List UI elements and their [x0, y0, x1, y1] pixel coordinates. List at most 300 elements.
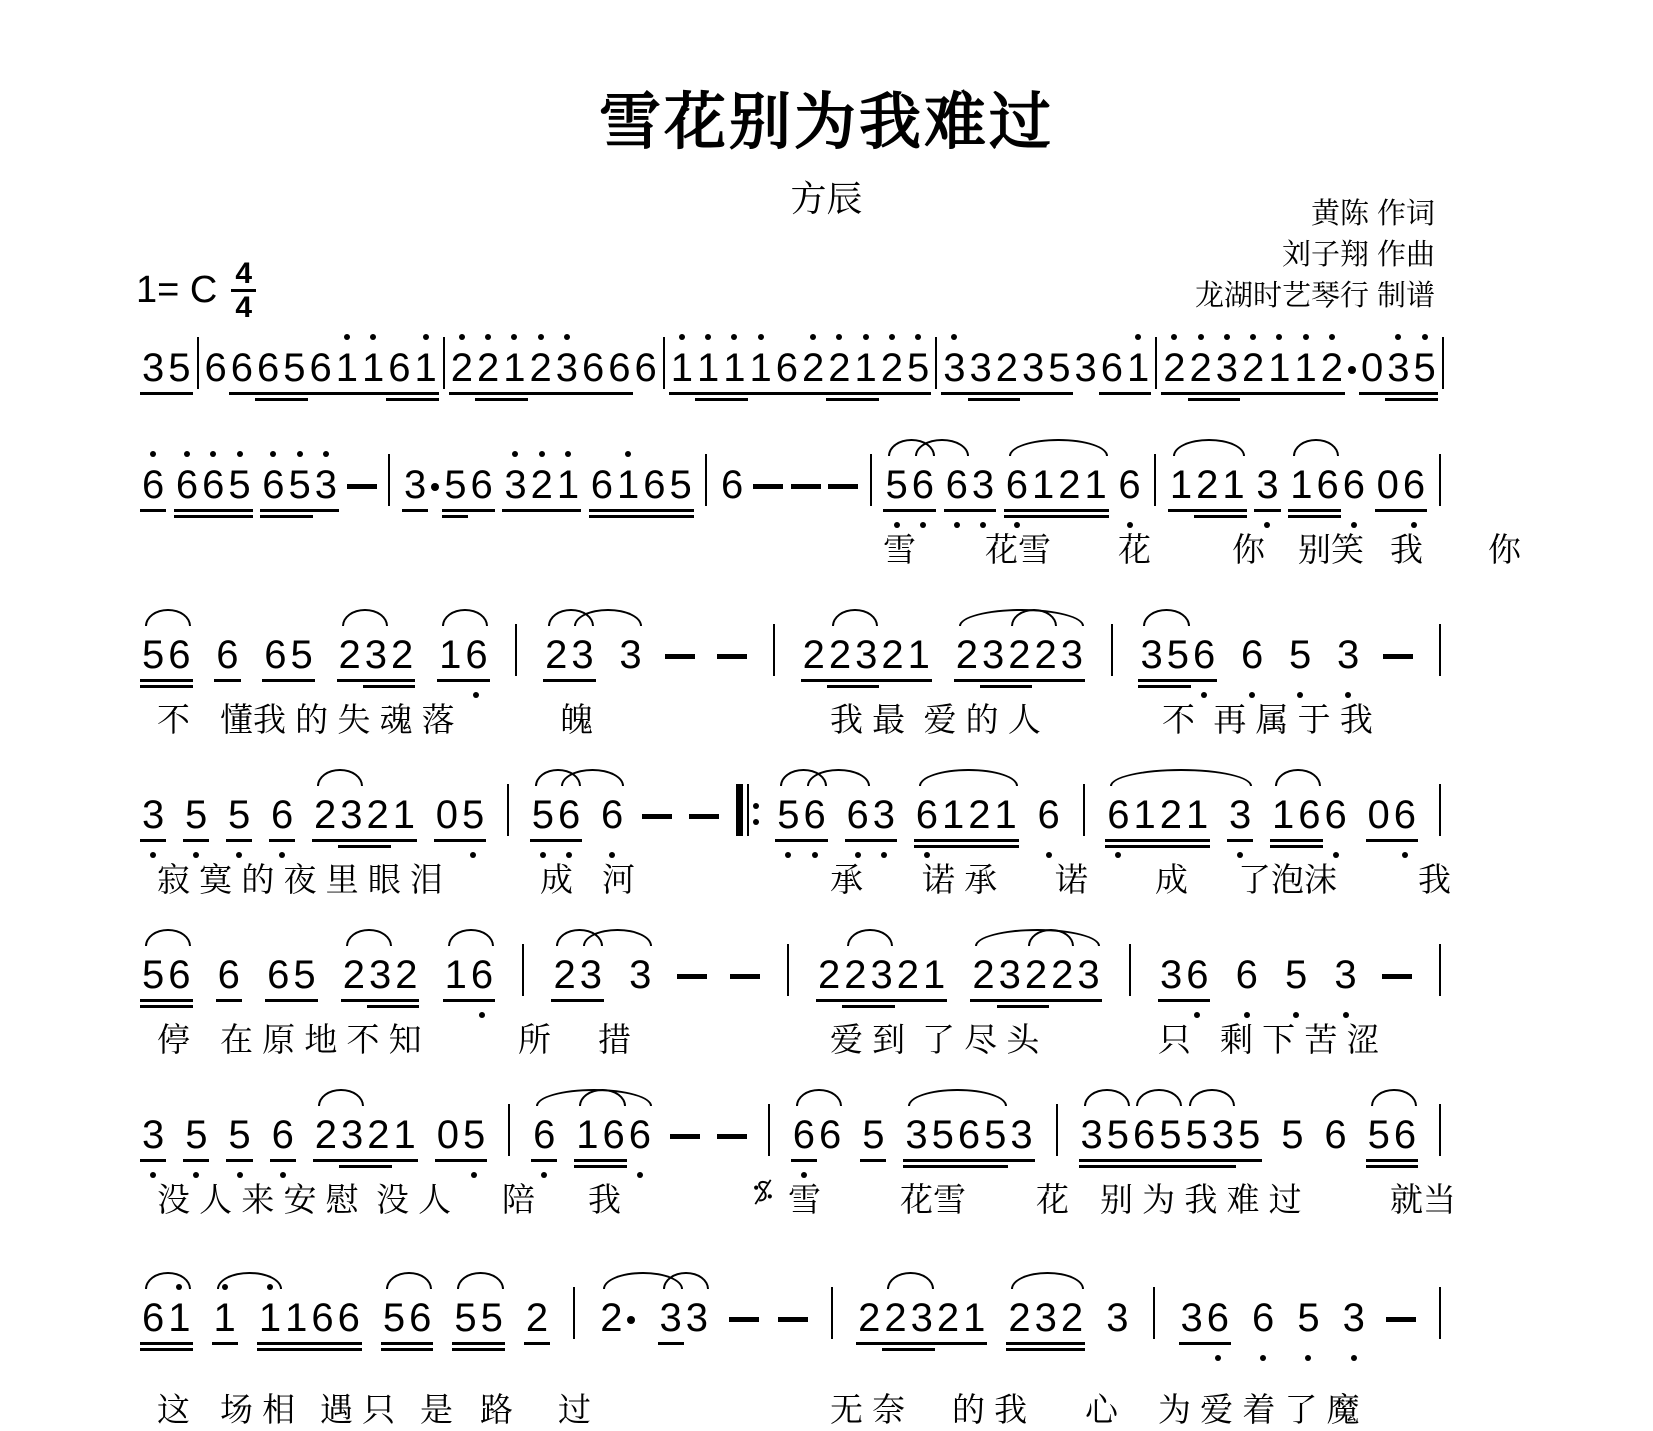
beam-group	[764, 1104, 774, 1156]
beam-group	[931, 337, 941, 389]
note-digit: 1	[1266, 345, 1292, 389]
slur-arc	[1011, 1272, 1084, 1289]
note-digit: 3	[140, 345, 166, 389]
lyric-segment: 我	[1390, 531, 1423, 568]
octave-dot-below	[1260, 1355, 1266, 1361]
barline	[197, 337, 199, 389]
held-note-dash	[665, 654, 695, 659]
note-digit: 3	[367, 952, 393, 996]
note-digit: 2	[543, 632, 569, 676]
beam-group	[753, 484, 783, 506]
beam-group	[449, 345, 580, 389]
note-digit: 6	[580, 345, 606, 389]
barline	[663, 337, 665, 389]
beam-group	[1239, 632, 1265, 676]
beam-group	[1105, 792, 1210, 836]
note-digit: 6	[463, 632, 489, 676]
note-digit: 6	[166, 952, 192, 996]
lyric-segment: 陪	[502, 1181, 535, 1218]
note-digit: 6	[531, 1112, 557, 1156]
lyric-segment: 没 人	[376, 1181, 452, 1218]
note-digit: 6	[599, 792, 625, 836]
lyrics-row	[140, 1014, 1445, 1058]
notation-system-3	[140, 632, 1445, 738]
note-digit: 1	[993, 792, 1019, 836]
note-digit: 3	[313, 462, 339, 506]
slur-arc	[342, 609, 388, 626]
barline	[1056, 1104, 1058, 1156]
beam-group	[504, 1104, 514, 1156]
beam-group	[970, 952, 1101, 996]
notes-row	[140, 462, 1445, 506]
beam-group	[140, 632, 193, 676]
note-digit: 1	[695, 345, 721, 389]
lyrics-row	[140, 854, 1451, 898]
note-digit: 6	[204, 346, 227, 390]
lyric-segment: 所	[518, 1021, 551, 1058]
octave-dot-above	[423, 334, 429, 340]
slur-arc	[1293, 439, 1339, 456]
note-digit: 1	[748, 345, 774, 389]
note-digit: 5	[860, 1112, 886, 1156]
held-note-dash	[717, 654, 747, 659]
lyric-segment: 就当	[1390, 1181, 1456, 1218]
note-digit: 1	[1293, 345, 1319, 389]
note-digit: 6	[1105, 792, 1131, 836]
beam-group	[1052, 1104, 1062, 1156]
note-digit: 0	[1359, 345, 1385, 389]
note-digit: 1	[257, 1295, 283, 1339]
note-digit: 1	[906, 632, 932, 676]
held-note-dash	[689, 814, 719, 819]
octave-dot-below	[1305, 1355, 1311, 1361]
beam-group	[1079, 1112, 1263, 1156]
note-digit: 1	[283, 1295, 309, 1339]
slur-arc	[217, 1272, 282, 1289]
beam-group	[518, 944, 528, 996]
note-digit: 6	[914, 792, 940, 836]
beam-group	[193, 337, 203, 389]
lyric-segment: 雪	[788, 1181, 821, 1218]
beam-group	[347, 484, 377, 506]
octave-dot-above	[951, 334, 957, 340]
barline	[1154, 454, 1156, 506]
beam-group	[658, 1295, 711, 1339]
note-digit: 5	[883, 462, 909, 506]
lyric-segment: 不	[157, 701, 190, 738]
song-title: 雪花别为我难过	[598, 88, 1054, 157]
beam-group	[269, 792, 295, 836]
lyric-segment: 你	[1488, 531, 1521, 568]
note-digit: 5	[226, 792, 252, 836]
note-digit: 6	[140, 1295, 166, 1339]
beam-group	[717, 1134, 747, 1156]
beam-group	[856, 1295, 987, 1339]
note-digit: 2	[970, 952, 996, 996]
note-digit: 1	[940, 792, 966, 836]
note-digit: 2	[1161, 345, 1187, 389]
note-digit: 1	[391, 792, 417, 836]
note-digit: 6	[791, 1112, 817, 1156]
lyric-segment: 措	[598, 1021, 631, 1058]
octave-dot-above	[370, 334, 376, 340]
barline	[1439, 624, 1441, 676]
lyric-segment: 我 最 爱 的 人	[830, 701, 1041, 738]
lyric-segment: 河	[602, 861, 635, 898]
beam-group	[1079, 784, 1089, 836]
beam-group	[257, 1295, 362, 1339]
beam-group	[140, 345, 193, 389]
note-digit: 6	[1205, 1295, 1231, 1339]
octave-dot-above	[184, 451, 190, 457]
beam-group	[599, 792, 625, 836]
beam-group	[229, 345, 360, 389]
slur-arc	[442, 609, 488, 626]
beam-group	[730, 974, 760, 996]
note-digit: 3	[1059, 632, 1085, 676]
barline	[935, 337, 937, 389]
octave-dot-above	[863, 334, 869, 340]
note-digit: 5	[1184, 1112, 1210, 1156]
note-digit: 1	[166, 1295, 192, 1339]
note-digit: 3	[909, 1295, 935, 1339]
note-digit: 1	[1220, 462, 1246, 506]
note-digit: 6	[641, 462, 667, 506]
lyrics-row	[140, 1384, 1445, 1428]
lyric-segment: 在 原 地 不 知	[220, 1021, 422, 1058]
note-digit: 5	[930, 1112, 956, 1156]
note-digit: 6	[1116, 462, 1142, 506]
note-digit: 6	[166, 632, 192, 676]
beam-group	[801, 632, 932, 676]
note-digit: 2	[879, 345, 905, 389]
note-digit: 2	[313, 1112, 339, 1156]
notation-system-7	[140, 1295, 1445, 1428]
note-digit: 3	[1079, 1112, 1105, 1156]
slur-arc	[317, 769, 363, 786]
octave-dot-above	[758, 334, 764, 340]
held-note-dash	[670, 1134, 700, 1139]
note-digit: 2	[954, 632, 980, 676]
barline	[1439, 944, 1441, 996]
beam-group	[203, 345, 229, 389]
note-digit: 6	[1324, 1113, 1347, 1157]
note-digit: 5	[982, 1112, 1008, 1156]
lyric-segment: 你	[1232, 531, 1265, 568]
lyrics-row	[140, 694, 1445, 738]
lyric-segment: 花	[1118, 531, 1151, 568]
note-digit: 3	[502, 462, 528, 506]
beam-group	[551, 952, 604, 996]
note-digit: 2	[1056, 462, 1082, 506]
note-digit: 0	[434, 792, 460, 836]
note-digit: 2	[529, 462, 555, 506]
beam-group	[452, 1295, 505, 1339]
note-digit: 3	[1335, 632, 1361, 676]
octave-dot-above	[810, 334, 816, 340]
beam-group	[1366, 1112, 1419, 1156]
beam-group	[778, 1317, 808, 1339]
octave-dot-above	[270, 451, 276, 457]
note-digit: 2	[1006, 1295, 1032, 1339]
note-digit: 3	[1254, 462, 1280, 506]
note-digit: 6	[309, 1295, 335, 1339]
notes-row	[140, 345, 1445, 389]
beam-group	[1375, 462, 1428, 506]
note-digit: 3	[868, 952, 894, 996]
note-digit: 6	[174, 462, 200, 506]
note-digit: 6	[634, 346, 657, 390]
lyric-segment: 的 我	[952, 1391, 1028, 1428]
beam-group	[265, 952, 318, 996]
note-digit: 6	[1296, 792, 1322, 836]
note-digit: 3	[1210, 1112, 1236, 1156]
beam-group	[845, 792, 898, 836]
beam-group	[1150, 454, 1160, 506]
beam-group	[437, 632, 490, 676]
slur-arc	[1084, 1089, 1130, 1106]
lyric-segment: 花雪	[900, 1181, 966, 1218]
beam-group	[1254, 462, 1280, 506]
time-signature-denominator: 4	[235, 291, 253, 324]
note-digit: 5	[775, 792, 801, 836]
note-digit: 1	[334, 345, 360, 389]
note-digit: 1	[1270, 792, 1296, 836]
slur-arc	[908, 1089, 1007, 1106]
augmentation-dot	[431, 483, 439, 491]
beam-group	[183, 792, 209, 836]
octave-dot-above	[297, 451, 303, 457]
note-digit: 2	[551, 952, 577, 996]
beam-group	[216, 952, 242, 996]
note-digit: 1	[212, 1295, 238, 1339]
note-digit: 6	[1392, 792, 1418, 836]
held-note-dash	[791, 484, 821, 489]
note-digit: 6	[1250, 1295, 1276, 1339]
octave-dot-above	[731, 334, 737, 340]
credit-composer: 刘子翔 作曲	[1281, 239, 1435, 271]
beam-group	[140, 1112, 166, 1156]
note-digit: 3	[1179, 1295, 1205, 1339]
note-digit: 5	[291, 952, 317, 996]
barline	[1439, 454, 1441, 506]
held-note-dash	[1386, 1317, 1416, 1322]
note-digit: 1	[437, 632, 463, 676]
note-digit: 1	[721, 345, 747, 389]
beam-group	[627, 952, 653, 996]
note-digit: 5	[226, 462, 252, 506]
beam-group	[1386, 1317, 1416, 1339]
time-signature	[231, 258, 256, 323]
barline	[1111, 624, 1113, 676]
beam-group	[524, 1295, 550, 1339]
note-digit: 2	[856, 1295, 882, 1339]
note-digit: 6	[819, 1113, 842, 1157]
note-digit: 6	[214, 632, 240, 676]
note-digit: 0	[435, 1112, 461, 1156]
slur-arc	[1143, 609, 1190, 626]
octave-dot-above	[512, 451, 518, 457]
lyric-segment: 别笑	[1298, 531, 1364, 568]
beam-group	[270, 1112, 296, 1156]
note-digit: 3	[363, 632, 389, 676]
barline	[443, 337, 445, 389]
beam-group	[1116, 462, 1142, 506]
slur-arc	[663, 1272, 709, 1289]
note-digit: 2	[393, 952, 419, 996]
held-note-dash	[778, 1317, 808, 1322]
lyric-segment: 没 人 来 安 慰	[157, 1181, 359, 1218]
note-digit: 5	[667, 462, 693, 506]
note-digit: 1	[961, 1295, 987, 1339]
note-digit: 5	[140, 952, 166, 996]
beam-group	[1073, 345, 1099, 389]
slur-arc	[145, 609, 191, 626]
note-digit: 3	[1385, 345, 1411, 389]
beam-group	[580, 345, 633, 389]
note-digit: 2	[365, 792, 391, 836]
octave-dot-above	[625, 451, 631, 457]
held-note-dash	[730, 974, 760, 979]
note-digit: 6	[262, 632, 288, 676]
note-digit: 6	[1392, 1112, 1418, 1156]
beam-group	[140, 792, 166, 836]
held-note-dash	[677, 974, 707, 979]
note-digit: 5	[1157, 1112, 1183, 1156]
note-digit: 1	[1184, 792, 1210, 836]
barline	[515, 624, 517, 676]
note-digit: 2	[341, 952, 367, 996]
beam-group	[402, 462, 495, 506]
beam-group	[670, 1134, 700, 1156]
beam-group	[1138, 632, 1217, 676]
beam-group	[1270, 792, 1349, 836]
beam-group	[341, 952, 420, 996]
beam-group	[775, 792, 828, 836]
beam-group	[140, 462, 166, 506]
note-digit: 6	[845, 792, 871, 836]
note-digit: 2	[801, 632, 827, 676]
lyric-segment: 了 尽 头	[922, 1021, 1040, 1058]
beam-group	[530, 792, 583, 836]
slur-arc	[1009, 439, 1108, 456]
octave-dot-above	[538, 334, 544, 340]
note-digit: 5	[140, 632, 166, 676]
lyric-segment: 花雪	[985, 531, 1051, 568]
beam-group	[617, 632, 643, 676]
lyric-segment: 只	[1158, 1021, 1191, 1058]
beam-group	[140, 1295, 193, 1339]
note-digit: 5	[226, 1112, 252, 1156]
note-digit: 3	[903, 1112, 929, 1156]
note-digit: 6	[1004, 462, 1030, 506]
octave-dot-above	[150, 451, 156, 457]
slur-arc	[145, 929, 191, 946]
note-digit: 3	[1033, 1295, 1059, 1339]
lyric-segment: 成	[540, 861, 573, 898]
beam-group	[384, 454, 394, 506]
note-digit: 6	[721, 463, 744, 507]
note-digit: 6	[627, 1112, 653, 1156]
note-digit: 6	[1341, 462, 1367, 506]
note-digit: 6	[910, 462, 936, 506]
beam-group	[1036, 792, 1062, 836]
beam-group	[941, 345, 1072, 389]
notation-system-5	[140, 952, 1445, 1058]
octave-dot-above	[889, 334, 895, 340]
barline	[768, 1104, 770, 1156]
barline	[508, 1104, 510, 1156]
beam-group	[511, 624, 521, 676]
note-digit: 3	[1075, 952, 1101, 996]
note-digit: 6	[1401, 462, 1427, 506]
notes-row	[140, 792, 1445, 836]
beam-group	[689, 814, 719, 836]
beam-group	[1288, 462, 1367, 506]
beam-group	[598, 1295, 638, 1339]
note-digit: 1	[443, 952, 469, 996]
note-digit: 1	[1132, 792, 1158, 836]
held-note-dash	[642, 814, 672, 819]
held-note-dash	[1383, 654, 1413, 659]
note-digit: 2	[389, 632, 415, 676]
beam-group	[736, 784, 759, 836]
beam-group	[502, 462, 581, 506]
beam-group	[866, 454, 876, 506]
beam-group	[717, 654, 747, 676]
beam-group	[791, 484, 821, 506]
beam-group	[1359, 345, 1438, 389]
note-digit: 5	[381, 1295, 407, 1339]
octave-dot-above	[210, 451, 216, 457]
octave-dot-above	[1171, 334, 1177, 340]
barline	[1442, 337, 1444, 389]
slur-arc	[145, 1272, 191, 1289]
octave-dot-above	[237, 451, 243, 457]
octave-dot-above	[1303, 334, 1309, 340]
note-digit: 3	[569, 632, 595, 676]
note-digit: 1	[574, 1112, 600, 1156]
octave-dot-above	[705, 334, 711, 340]
beam-group	[1250, 1295, 1276, 1339]
note-digit: 6	[308, 345, 334, 389]
note-digit: 6	[269, 792, 295, 836]
beam-group	[783, 944, 793, 996]
beam-group	[669, 345, 800, 389]
beam-group	[214, 632, 240, 676]
lyric-segment: 魄	[560, 701, 593, 738]
octave-dot-above	[679, 334, 685, 340]
note-digit: 0	[1375, 462, 1401, 506]
note-digit: 6	[956, 1112, 982, 1156]
beam-group	[1006, 1295, 1085, 1339]
beam-group	[816, 952, 947, 996]
note-digit: 2	[882, 1295, 908, 1339]
note-digit: 6	[468, 462, 494, 506]
beam-group	[1295, 1295, 1321, 1339]
lyric-segment: 无 奈	[830, 1391, 906, 1428]
slur-arc	[832, 609, 878, 626]
note-digit: 6	[216, 952, 242, 996]
beam-group	[914, 792, 1019, 836]
beam-group	[701, 454, 711, 506]
note-digit: 6	[140, 462, 166, 506]
augmentation-dot	[1348, 366, 1356, 374]
notes-row	[140, 632, 1445, 676]
lyric-segment: 过	[558, 1391, 591, 1428]
note-digit: 3	[1341, 1295, 1367, 1339]
note-digit: 0	[1366, 792, 1392, 836]
